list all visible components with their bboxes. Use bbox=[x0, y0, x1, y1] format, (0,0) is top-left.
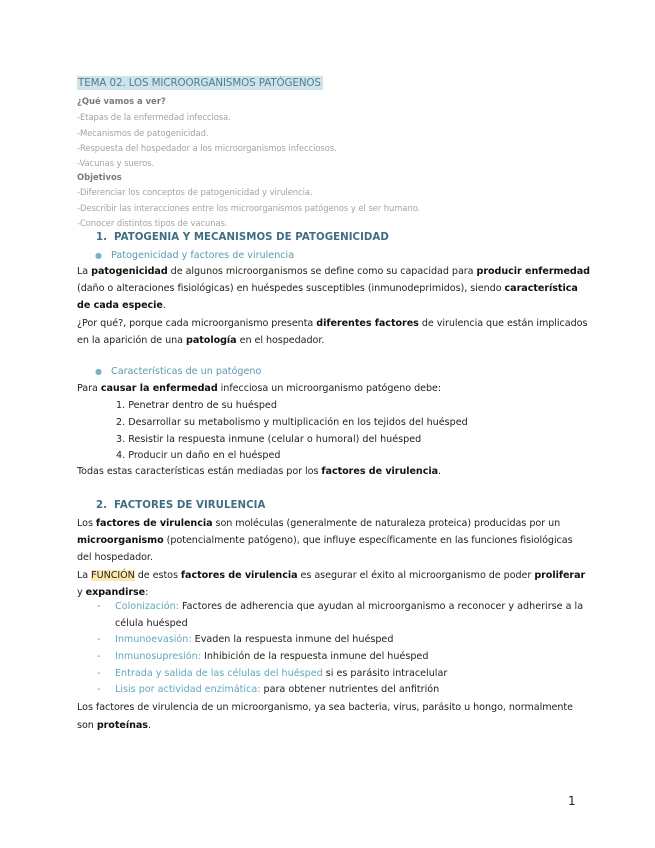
intro-heading: ¿Qué vamos a ver? bbox=[77, 96, 166, 106]
dash-icon: - bbox=[97, 634, 101, 645]
document-title: TEMA 02. LOS MICROORGANISMOS PATÓGENOS bbox=[78, 77, 321, 89]
paragraph-line: en la aparición de una patología en el hospedador. bbox=[77, 335, 325, 346]
paragraph: Todas estas características están mediadas por los factores de virulencia. bbox=[77, 466, 442, 477]
paragraph: Los factores de virulencia de un microorganismo, ya sea bacteria, virus, parásito u hongo, normalmente bbox=[77, 702, 573, 713]
intro-item: -Respuesta del hospedador a los microorganismos infecciosos. bbox=[77, 143, 337, 153]
intro-item: -Mecanismos de patogenicidad. bbox=[77, 128, 209, 138]
objectives-heading: Objetivos bbox=[77, 172, 122, 182]
paragraph: La patogenicidad de algunos microorganismos se define como su capacidad para producir enfermedad bbox=[77, 266, 590, 277]
objective-item: -Diferenciar los conceptos de patogenicidad y virulencia. bbox=[77, 187, 313, 197]
section-title: FACTORES DE VIRULENCIA bbox=[114, 500, 266, 511]
intro-item: -Vacunas y sueros. bbox=[77, 158, 155, 168]
function-item-continued: célula huésped bbox=[115, 618, 188, 629]
function-item: - Inmunoevasión: Evaden la respuesta inmune del huésped bbox=[97, 634, 394, 645]
dash-icon: - bbox=[97, 651, 101, 662]
dash-icon: - bbox=[97, 668, 101, 679]
function-item: - Lisis por actividad enzimática: para obtener nutrientes del anfitrión bbox=[97, 684, 440, 695]
dash-icon: - bbox=[97, 601, 101, 612]
section-title: PATOGENIA Y MECANISMOS DE PATOGENICIDAD bbox=[114, 232, 389, 243]
paragraph-line: de cada especie. bbox=[77, 300, 166, 311]
function-item: - Entrada y salida de las células del huésped si es parásito intracelular bbox=[97, 668, 448, 679]
intro-item: -Etapas de la enfermedad infecciosa. bbox=[77, 112, 231, 122]
paragraph-line: y expandirse: bbox=[77, 587, 149, 598]
subheading-text: Patogenicidad y factores de virulencia bbox=[111, 250, 295, 261]
paragraph: La FUNCIÓN de estos factores de virulencia es asegurar el éxito al microorganismo de poder proliferar bbox=[77, 570, 586, 581]
dash-icon: - bbox=[97, 684, 101, 695]
section-1-heading bbox=[96, 232, 389, 243]
subheading-bullet bbox=[95, 366, 261, 377]
objective-item: -Describir las interacciones entre los microorganismos patógenos y el ser humano. bbox=[77, 203, 421, 213]
paragraph-line: son proteínas. bbox=[77, 720, 151, 731]
function-item: - Colonización: Factores de adherencia que ayudan al microorganismo a reconocer y adherirse a la bbox=[97, 601, 584, 612]
function-item: - Inmunosupresión: Inhibición de la respuesta inmune del huésped bbox=[97, 651, 429, 662]
list-item: 1. Penetrar dentro de su huésped bbox=[116, 400, 277, 411]
paragraph: Los factores de virulencia son moléculas (generalmente de naturaleza proteica) producidas por un bbox=[77, 518, 561, 529]
bullet-icon: ● bbox=[95, 251, 102, 260]
section-number: 2. bbox=[96, 500, 108, 511]
objective-item: -Conocer distintos tipos de vacunas. bbox=[77, 218, 228, 228]
list-item: 2. Desarrollar su metabolismo y multiplicación en los tejidos del huésped bbox=[116, 417, 468, 428]
page-number: 1 bbox=[568, 794, 576, 808]
list-item: 3. Resistir la respuesta inmune (celular o humoral) del huésped bbox=[116, 434, 422, 445]
paragraph-line: (daño o alteraciones fisiológicas) en huéspedes susceptibles (inmunodeprimidos), siendo característica bbox=[77, 283, 578, 294]
paragraph: Para causar la enfermedad infecciosa un microorganismo patógeno debe: bbox=[77, 383, 442, 394]
subheading-text: Características de un patógeno bbox=[111, 366, 262, 377]
section-number: 1. bbox=[96, 232, 108, 243]
paragraph-line: microorganismo (potencialmente patógeno), que influye específicamente en las funciones fisiológicas bbox=[77, 535, 573, 546]
subheading-bullet bbox=[95, 250, 294, 261]
paragraph-line: del hospedador. bbox=[77, 552, 153, 563]
highlighted-text: FUNCIÓN bbox=[91, 570, 135, 581]
list-item: 4. Producir un daño en el huésped bbox=[116, 450, 281, 461]
paragraph: ¿Por qué?, porque cada microorganismo presenta diferentes factores de virulencia que están implicados bbox=[77, 318, 588, 329]
section-2-heading bbox=[96, 500, 265, 511]
bullet-icon: ● bbox=[95, 367, 102, 376]
